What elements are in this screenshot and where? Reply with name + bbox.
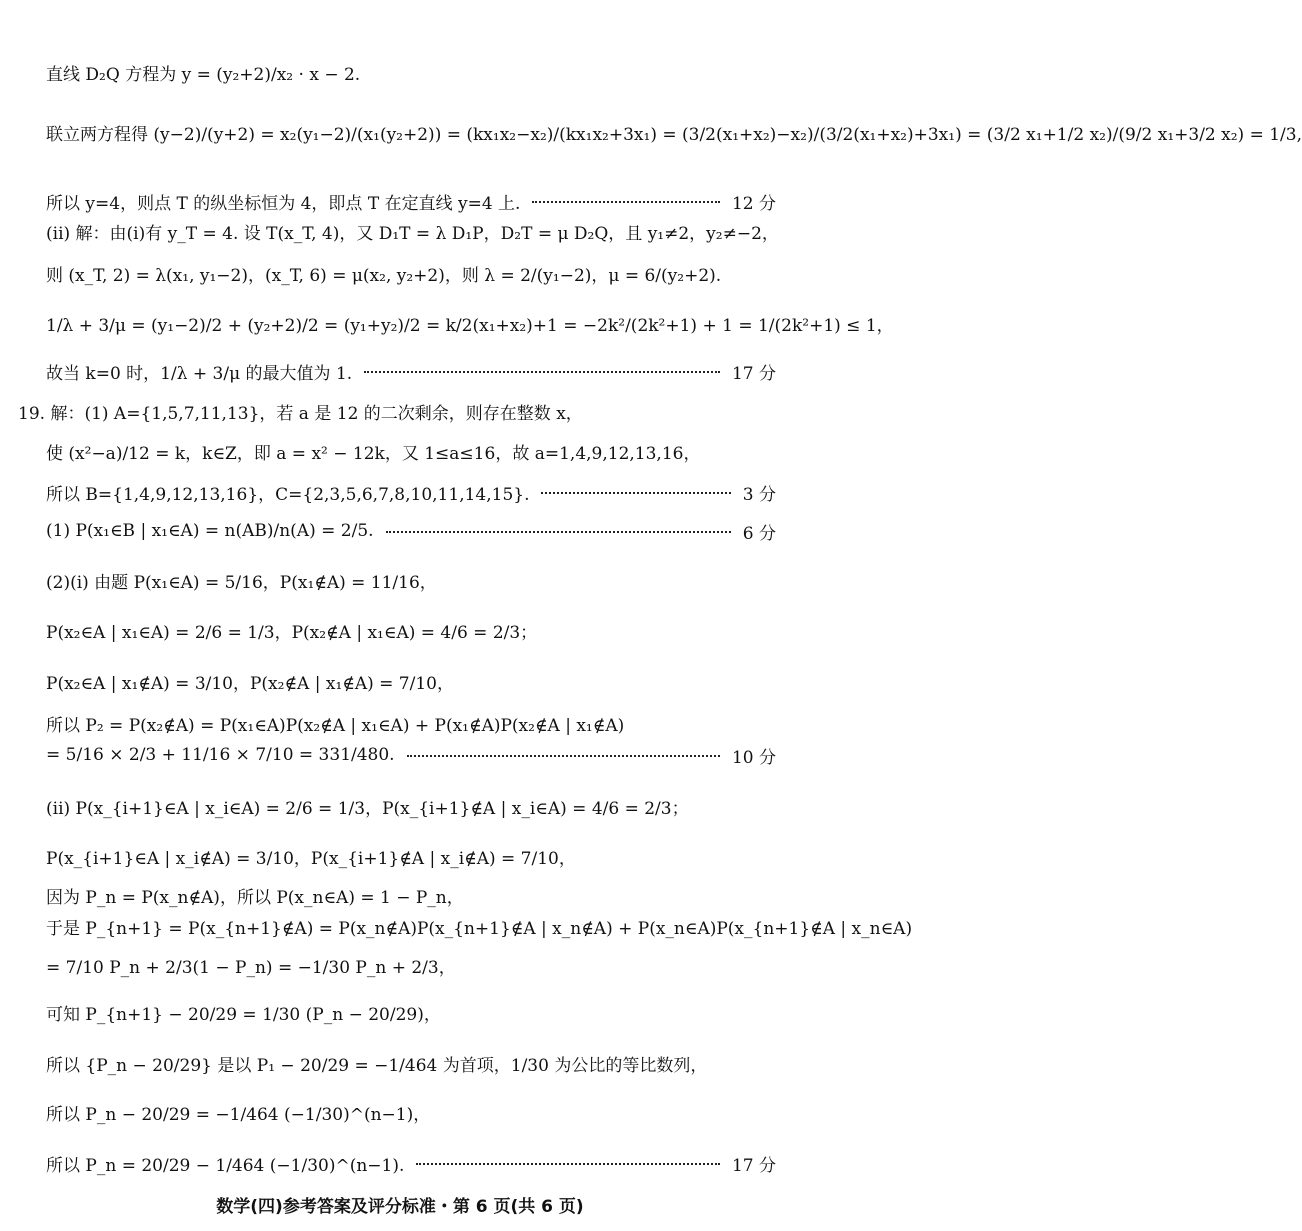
- leader-dots: [386, 530, 731, 533]
- line-17: (ii) P(x_{i+1}∈A | x_i∈A) = 2/6 = 1/3，P(x_{i+1}∉A | x_i∈A) = 4/6 = 2/3；: [46, 798, 689, 819]
- leader-dots: [407, 754, 720, 757]
- score: 17 分: [731, 363, 776, 384]
- line-6: 1/λ + 3/μ = (y₁−2)/2 + (y₂+2)/2 = (y₁+y₂)/2 = k/2(x₁+x₂)+1 = −2k²/(2k²+1) + 1 = 1/(2k²+1) ≤ 1，: [46, 315, 894, 336]
- leader-dots: [541, 491, 730, 494]
- line-19: 因为 P_n = P(x_n∉A)，所以 P(x_n∈A) = 1 − P_n，: [46, 887, 464, 908]
- line-3: 所以 y=4，则点 T 的纵坐标恒为 4，即点 T 在定直线 y=4 上. 12 分: [0, 181, 800, 221]
- line-21: = 7/10 P_n + 2/3(1 − P_n) = −1/30 P_n + 2/3，: [46, 957, 456, 978]
- line-7: 故当 k=0 时，1/λ + 3/μ 的最大值为 1. 17 分: [0, 351, 800, 391]
- line-2: 联立两方程得 (y−2)/(y+2) = x₂(y₁−2)/(x₁(y₂+2)) = (kx₁x₂−x₂)/(kx₁x₂+3x₁) = (3/2(x₁+x₂)−x₂)/(3/2(x₁+x₂)+3x₁) = (3/2 x₁+1/2 x₂)/(9/2 x₁+3/2 x₂) = 1/3,: [46, 124, 1302, 145]
- line-24: 所以 P_n − 20/29 = −1/464 (−1/30)^(n−1)，: [46, 1104, 431, 1125]
- score: 6 分: [742, 523, 776, 544]
- line-8: 19. 解：(1) A={1,5,7,11,13}，若 a 是 12 的二次剩余，则存在整数 x，: [18, 403, 583, 424]
- leader-dots: [416, 1162, 720, 1165]
- line-22: 可知 P_{n+1} − 20/29 = 1/30 (P_n − 20/29)，: [46, 1004, 441, 1025]
- line-18: P(x_{i+1}∈A | x_i∉A) = 3/10，P(x_{i+1}∉A | x_i∉A) = 7/10，: [46, 848, 576, 869]
- line-25: 所以 P_n = 20/29 − 1/464 (−1/30)^(n−1). 17 分: [0, 1143, 800, 1183]
- score: 10 分: [731, 747, 776, 768]
- line-14: P(x₂∈A | x₁∉A) = 3/10，P(x₂∉A | x₁∉A) = 7/10，: [46, 673, 454, 694]
- line-20: 于是 P_{n+1} = P(x_{n+1}∉A) = P(x_n∉A)P(x_{n+1}∉A | x_n∉A) + P(x_n∈A)P(x_{n+1}∉A | x_n∈A): [46, 918, 913, 939]
- line-9: 使 (x²−a)/12 = k，k∈Z，即 a = x² − 12k，又 1≤a≤16，故 a=1,4,9,12,13,16，: [46, 443, 701, 464]
- leader-dots: [364, 370, 720, 373]
- score: 3 分: [742, 484, 776, 505]
- line-11: (1) P(x₁∈B | x₁∈A) = n(AB)/n(A) = 2/5. 6 分: [0, 511, 800, 551]
- page-footer: 数学(四)参考答案及评分标准・第 6 页(共 6 页): [216, 1197, 584, 1217]
- line-4: (ii) 解：由(i)有 y_T = 4. 设 T(x_T, 4)，又 D₁T = λ D₁P，D₂T = μ D₂Q，且 y₁≠2，y₂≠−2，: [46, 223, 779, 244]
- score: 17 分: [731, 1155, 776, 1176]
- line-5: 则 (x_T, 2) = λ(x₁, y₁−2)，(x_T, 6) = μ(x₂, y₂+2)，则 λ = 2/(y₁−2)，μ = 6/(y₂+2).: [46, 265, 722, 286]
- line-12: (2)(i) 由题 P(x₁∈A) = 5/16，P(x₁∉A) = 11/16，: [46, 572, 437, 593]
- line-10: 所以 B={1,4,9,12,13,16}，C={2,3,5,6,7,8,10,11,14,15}. 3 分: [0, 472, 800, 512]
- line-23: 所以 {P_n − 20/29} 是以 P₁ − 20/29 = −1/464 为首项，1/30 为公比的等比数列，: [46, 1055, 708, 1076]
- line-15: 所以 P₂ = P(x₂∉A) = P(x₁∈A)P(x₂∉A | x₁∈A) + P(x₁∉A)P(x₂∉A | x₁∉A): [46, 715, 625, 736]
- line-1: 直线 D₂Q 方程为 y = (y₂+2)/x₂ · x − 2.: [46, 64, 361, 85]
- score: 12 分: [731, 193, 776, 214]
- line-16: = 5/16 × 2/3 + 11/16 × 7/10 = 331/480. 10 分: [0, 735, 800, 775]
- line-13: P(x₂∈A | x₁∈A) = 2/6 = 1/3，P(x₂∉A | x₁∈A) = 4/6 = 2/3；: [46, 622, 538, 643]
- leader-dots: [532, 200, 719, 203]
